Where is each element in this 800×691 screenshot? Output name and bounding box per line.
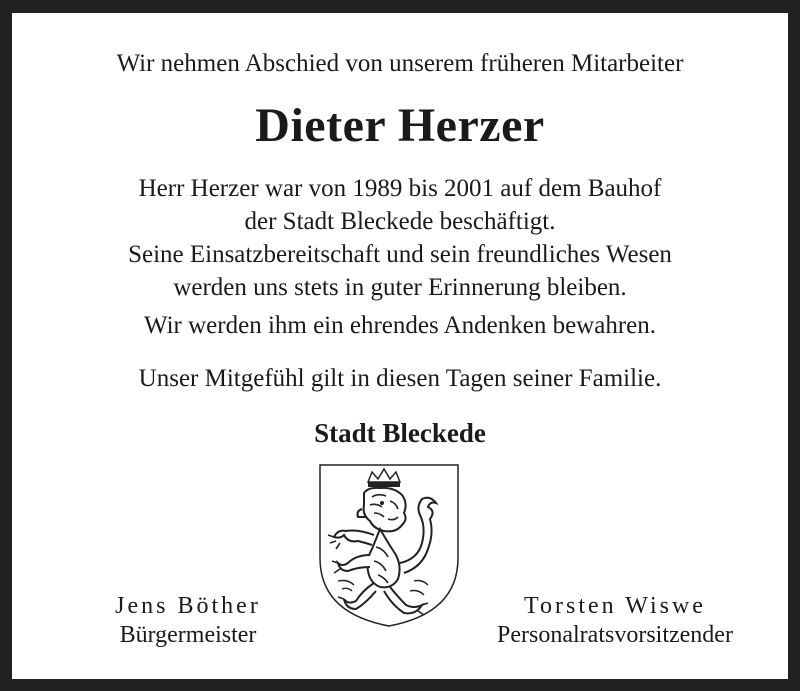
signatory-title: Personalratsvorsitzender [497, 622, 733, 648]
deceased-name: Dieter Herzer [255, 99, 545, 152]
signatory-name: Torsten Wiswe [524, 593, 706, 619]
signatory-name: Jens Böther [115, 593, 261, 619]
tribute-paragraph [0, 172, 800, 304]
coat-of-arms-lion-icon [318, 463, 460, 628]
remembrance-text: Wir werden ihm ein ehrendes Andenken bewahren. [144, 312, 656, 339]
signatory-left [98, 592, 278, 650]
signatory-right [470, 592, 760, 650]
signatory-title: Bürgermeister [119, 622, 257, 648]
intro-text: Wir nehmen Abschied von unserem früheren Mitarbeiter [116, 50, 684, 77]
tribute-line: Seine Einsatzbereitschaft und sein freundliches Wesen [128, 241, 672, 268]
tribute-line: der Stadt Bleckede beschäftigt. [244, 208, 556, 235]
tribute-line: Herr Herzer war von 1989 bis 2001 auf dem Bauhof [138, 175, 662, 202]
tribute-line: werden uns stets in guter Erinnerung bleiben. [173, 274, 627, 301]
organization-name: Stadt Bleckede [314, 418, 486, 448]
condolence-text: Unser Mitgefühl gilt in diesen Tagen seiner Familie. [138, 365, 662, 392]
